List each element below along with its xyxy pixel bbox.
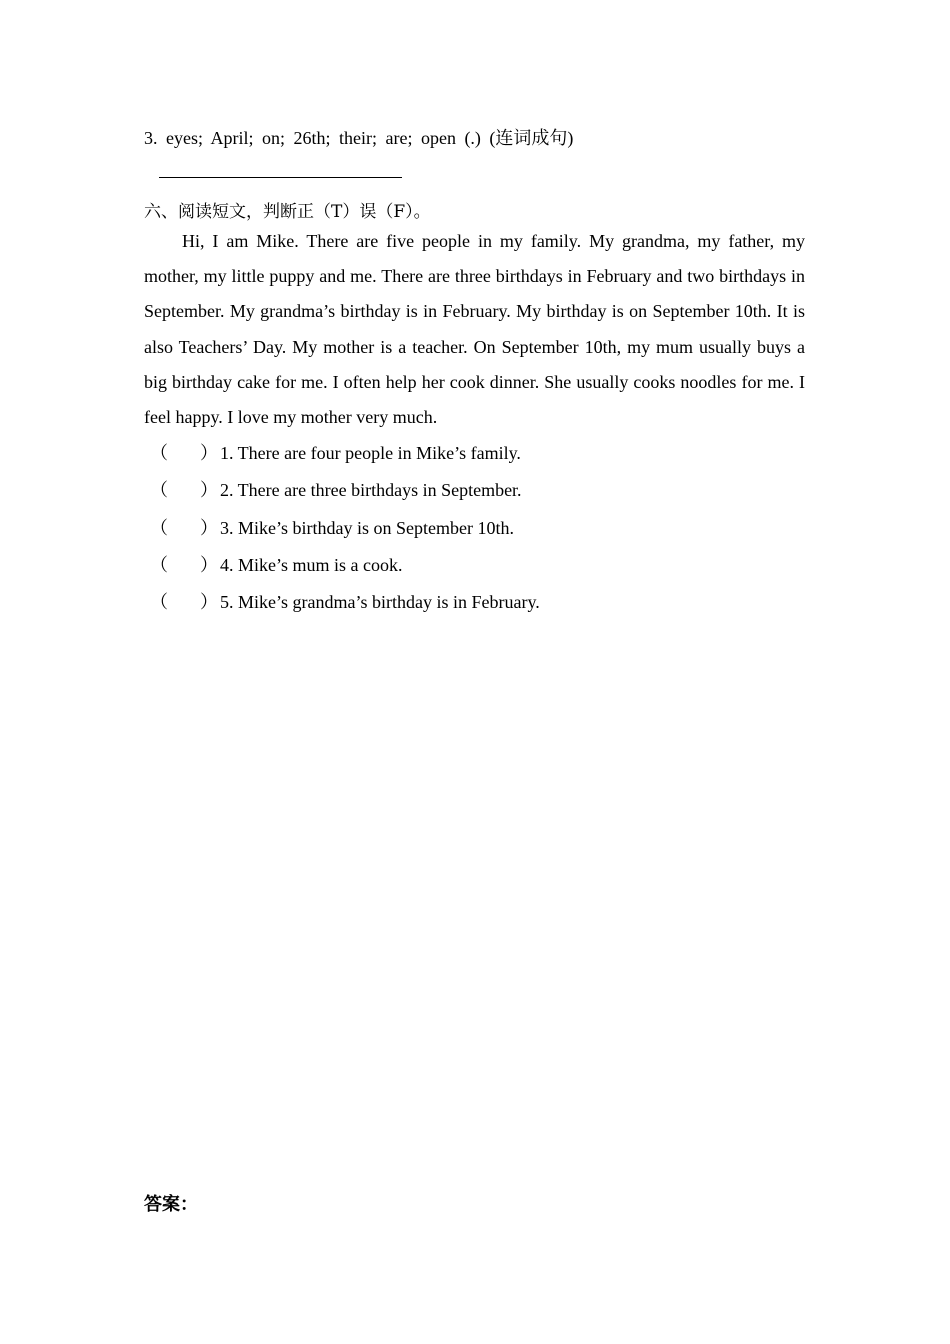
answer-paren-close: ） [200, 480, 218, 501]
statement-text: 3. Mike’s birthday is on September 10th. [220, 517, 514, 538]
answer-paren-close: ） [200, 517, 218, 538]
answer-paren-open: （ [150, 592, 168, 613]
statement-text: 4. Mike’s mum is a cook. [220, 554, 403, 575]
reading-passage: Hi, I am Mike. There are five people in my family. My grandma, my father, my mother, my little puppy and me. There are three birthdays in February and two birthdays in September. My grandma’s birthday is in February. My birthday is on September 10th. It is also Teachers’ Day. My mother is a teacher. On September 10th, my mum usually buys a big birthday cake for me. I often help her cook dinner. She usually cooks noodles for me. I feel happy. I love my mother very much. [144, 231, 805, 428]
answer-paren-close: ） [200, 554, 218, 575]
answer-blank-line [159, 177, 402, 178]
answer-paren-close: ） [200, 592, 218, 613]
statement-text: 5. Mike’s grandma’s birthday is in February. [220, 592, 540, 613]
answer-paren-open: （ [150, 554, 168, 575]
answer-paren-open: （ [150, 443, 168, 463]
true-false-item-1 [144, 441, 540, 478]
answer-paren-open: （ [150, 517, 168, 538]
answer-paren-open: （ [150, 480, 168, 501]
true-false-item-5 [144, 590, 540, 627]
statement-text: 1. There are four people in Mike’s family. [220, 443, 521, 463]
section-six-title: 六、阅读短文，判断正（T）误（F）。 [144, 202, 431, 222]
answers-heading: 答案： [144, 1194, 198, 1215]
statement-text: 2. There are three birthdays in September. [220, 480, 522, 501]
true-false-item-4 [144, 553, 540, 590]
question-3-word-order: 3. eyes; April; on; 26th; their; are; open (.) (连词成句) [144, 128, 574, 148]
true-false-list [144, 441, 540, 627]
true-false-item-2 [144, 478, 540, 515]
answer-paren-close: ） [200, 443, 218, 463]
true-false-item-3 [144, 516, 540, 553]
